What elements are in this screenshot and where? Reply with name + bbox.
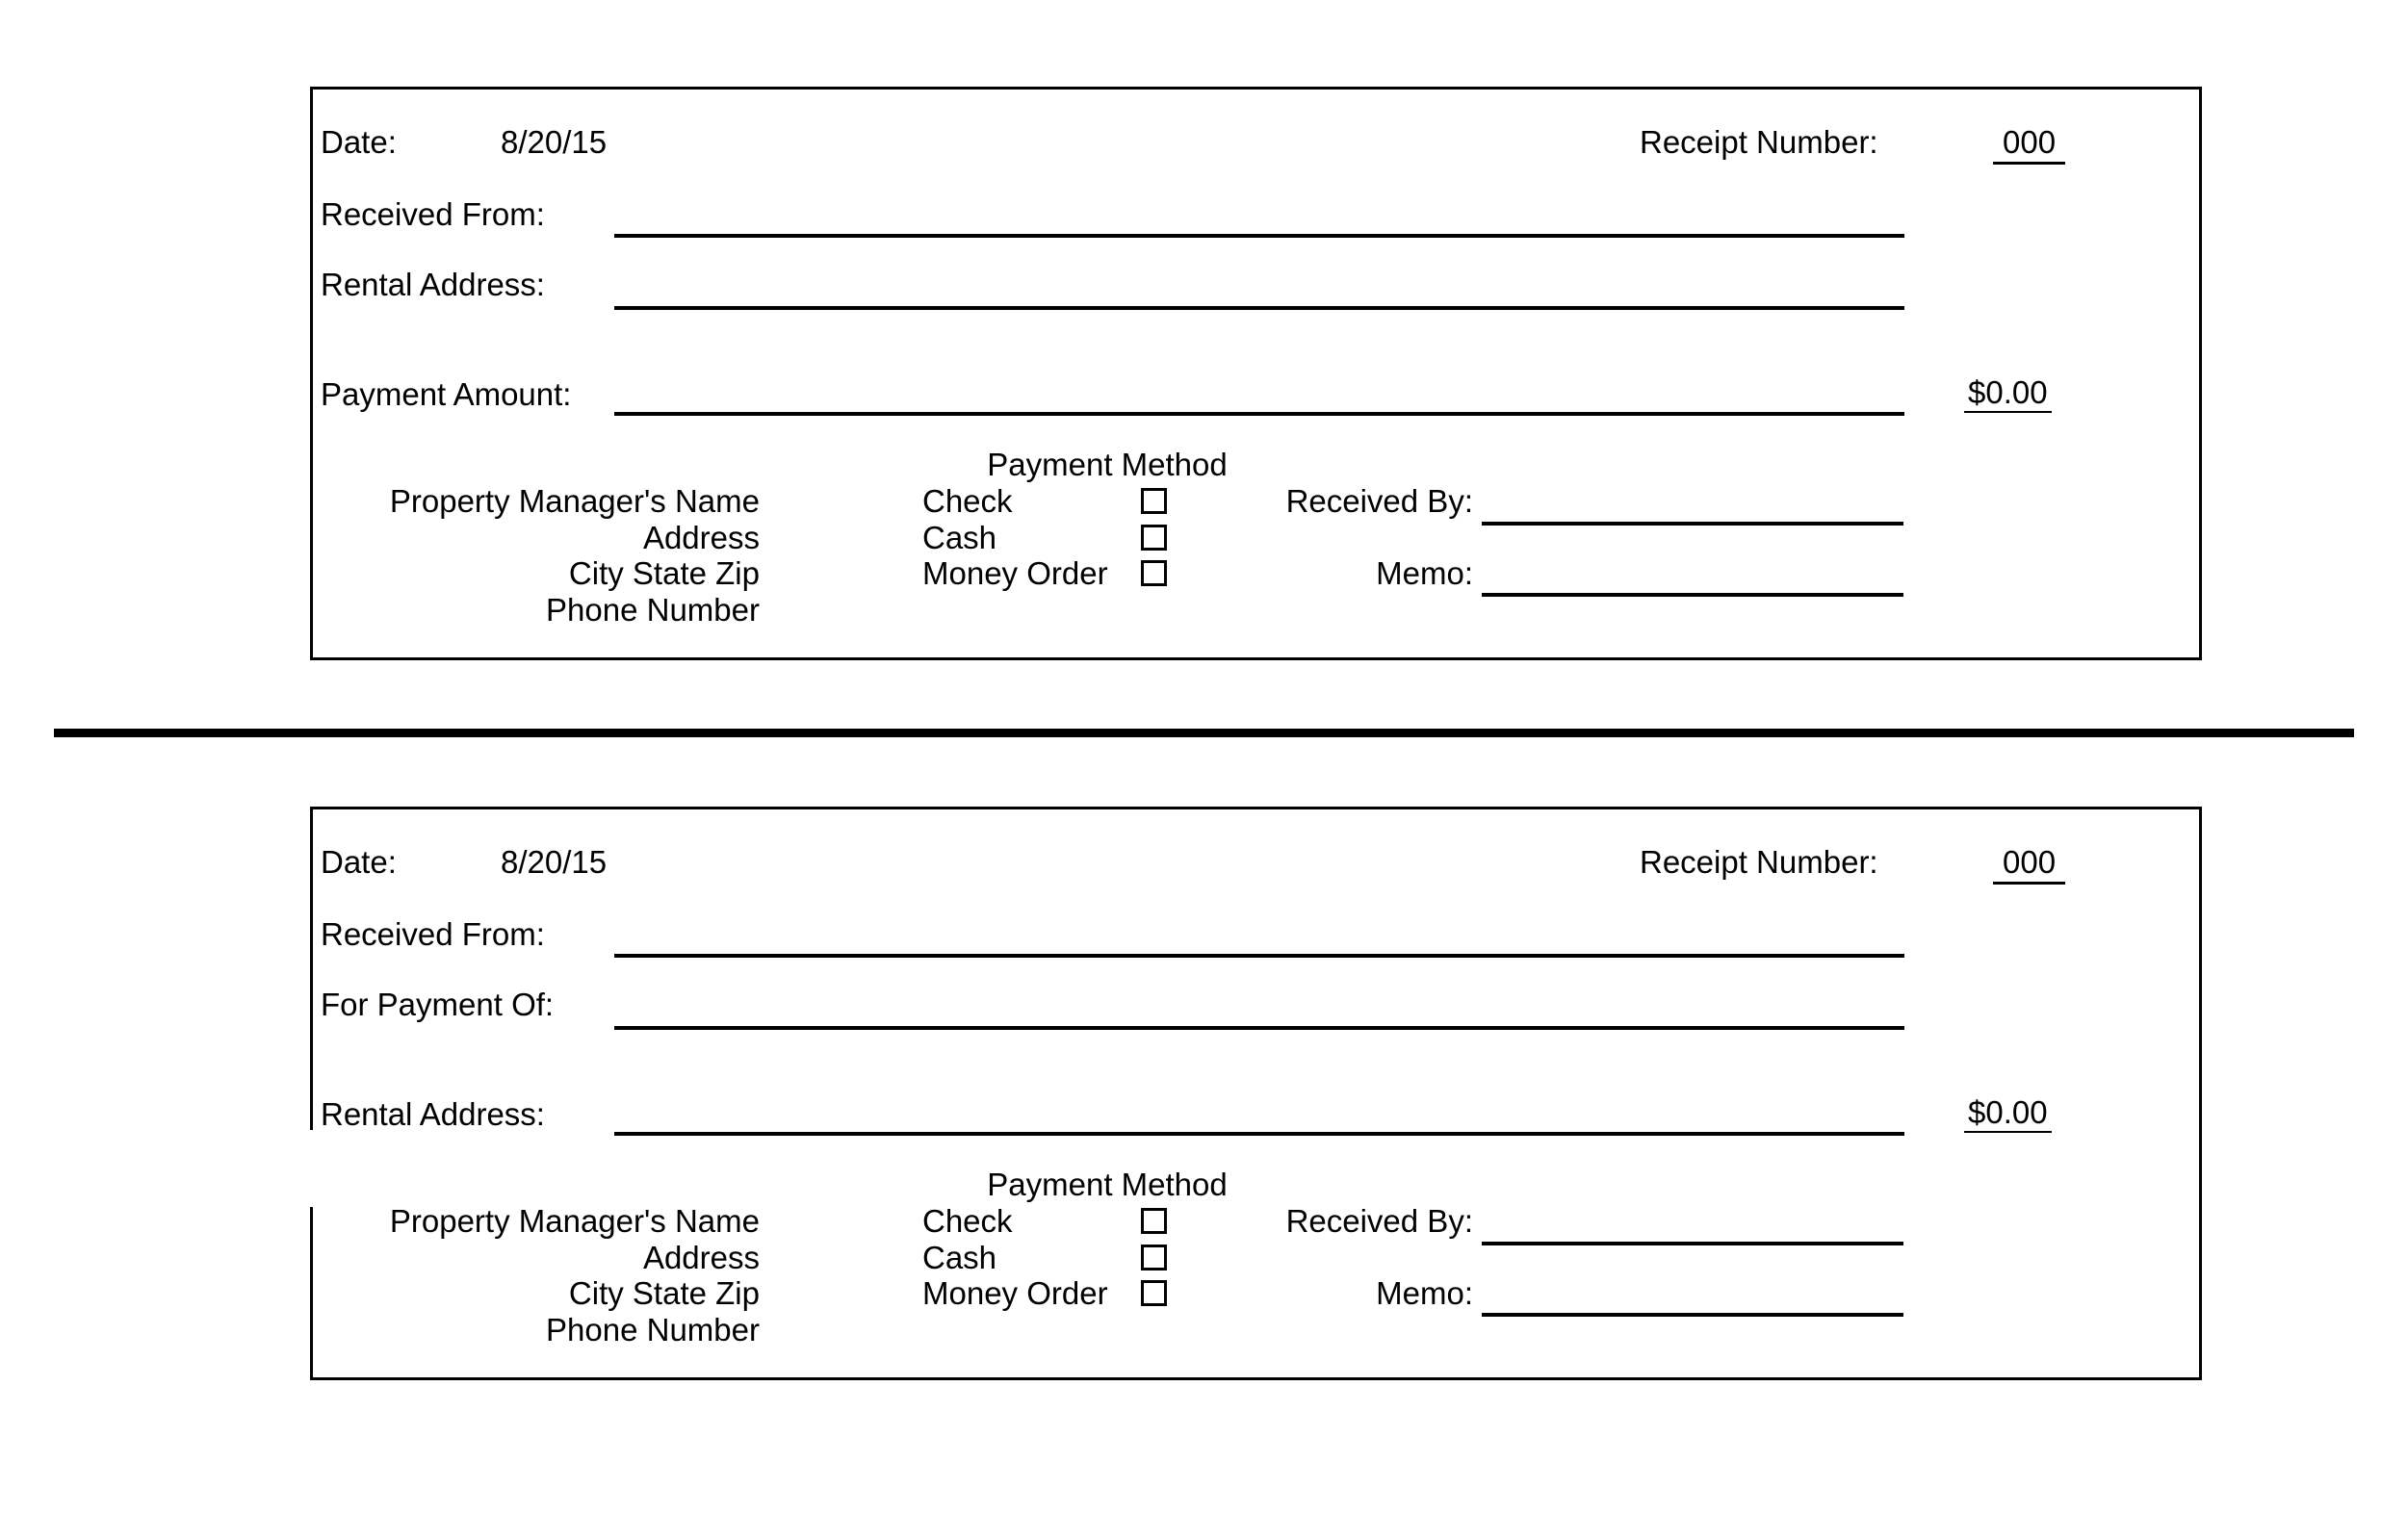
- manager-address-line: Address: [642, 519, 760, 555]
- date-value[interactable]: 8/20/15: [501, 844, 608, 880]
- payment-amount-label: Payment Amount:: [321, 376, 572, 412]
- left-border-gap: [310, 1130, 314, 1207]
- payment-amount-value[interactable]: $0.00: [1964, 376, 2052, 413]
- rental-address-input-line[interactable]: [614, 306, 1904, 310]
- method-money-order-label: Money Order: [922, 555, 1108, 591]
- payment-amount-input-line[interactable]: [614, 412, 1904, 416]
- received-from-input-line[interactable]: [614, 234, 1904, 238]
- date-label: Date:: [321, 124, 397, 160]
- payment-method-title: Payment Method: [987, 1167, 1228, 1202]
- receipt-number-label: Receipt Number:: [1640, 124, 1878, 160]
- received-from-label: Received From:: [321, 916, 545, 952]
- check-checkbox[interactable]: [1141, 488, 1167, 514]
- for-payment-of-label: For Payment Of:: [321, 987, 555, 1022]
- receipt-cut-divider: [54, 729, 2354, 737]
- manager-city-state-zip-line: City State Zip: [568, 1275, 760, 1311]
- cash-checkbox[interactable]: [1141, 1245, 1167, 1270]
- money-order-checkbox[interactable]: [1141, 560, 1167, 586]
- payment-method-options: [922, 1203, 1108, 1312]
- method-check-label: Check: [922, 1203, 1013, 1239]
- receipt-form-top: [310, 87, 2202, 660]
- rental-address-label: Rental Address:: [321, 267, 545, 302]
- memo-input-line[interactable]: [1482, 593, 1903, 597]
- manager-name-line: Property Manager's Name: [389, 483, 760, 519]
- receipt-form-bottom: [310, 807, 2202, 1380]
- cash-checkbox[interactable]: [1141, 525, 1167, 551]
- received-from-input-line[interactable]: [614, 954, 1904, 958]
- memo-label: Memo:: [1376, 1275, 1473, 1311]
- memo-input-line[interactable]: [1482, 1313, 1903, 1317]
- property-manager-block: [351, 1203, 760, 1348]
- manager-address-line: Address: [642, 1239, 760, 1275]
- check-checkbox[interactable]: [1141, 1208, 1167, 1234]
- manager-phone-line: Phone Number: [546, 1311, 760, 1348]
- receipt-number-value[interactable]: 000: [1993, 846, 2065, 885]
- payment-method-options: [922, 483, 1108, 592]
- receipt-number-value[interactable]: 000: [1993, 126, 2065, 165]
- method-money-order-label: Money Order: [922, 1275, 1108, 1311]
- for-payment-of-input-line[interactable]: [614, 1026, 1904, 1030]
- received-by-label: Received By:: [1285, 483, 1473, 519]
- received-by-input-line[interactable]: [1482, 1242, 1903, 1245]
- receipt-number-label: Receipt Number:: [1640, 844, 1878, 880]
- received-by-input-line[interactable]: [1482, 522, 1903, 526]
- received-by-label: Received By:: [1285, 1203, 1473, 1239]
- property-manager-block: [351, 483, 760, 628]
- payment-method-title: Payment Method: [987, 447, 1228, 482]
- memo-label: Memo:: [1376, 555, 1473, 591]
- manager-city-state-zip-line: City State Zip: [568, 555, 760, 591]
- date-label: Date:: [321, 844, 397, 880]
- payment-amount-value[interactable]: $0.00: [1964, 1096, 2052, 1133]
- method-cash-label: Cash: [922, 1239, 997, 1275]
- rental-address-input-line[interactable]: [614, 1132, 1904, 1136]
- money-order-checkbox[interactable]: [1141, 1280, 1167, 1306]
- method-cash-label: Cash: [922, 519, 997, 555]
- date-value[interactable]: 8/20/15: [501, 124, 608, 160]
- manager-phone-line: Phone Number: [546, 591, 760, 628]
- manager-name-line: Property Manager's Name: [389, 1203, 760, 1239]
- method-check-label: Check: [922, 483, 1013, 519]
- received-from-label: Received From:: [321, 196, 545, 232]
- rental-address-label: Rental Address:: [321, 1096, 545, 1132]
